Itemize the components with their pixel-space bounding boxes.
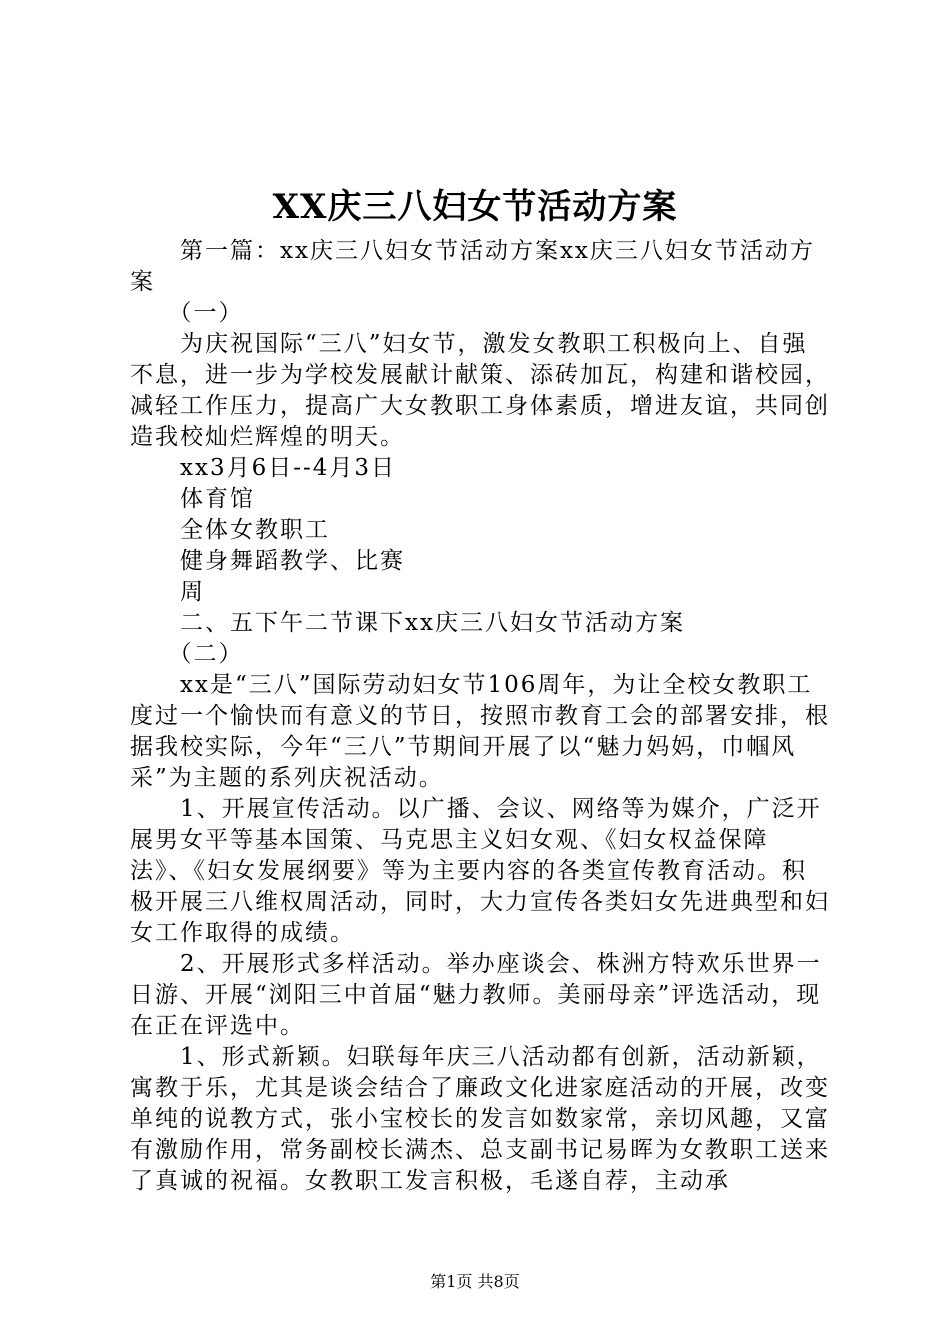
paragraph: xx是“三八”国际劳动妇女节106周年，为让全校女教职工度过一个愉快而有意义的节日，按照市教育工会的部署安排，根据我校实际，今年“三八”节期间开展了以“魅力妈妈，巾帼风采”为主题的系列庆祝活动。: [130, 672, 830, 791]
paragraph: 二、五下午二节课下xx庆三八妇女节活动方案: [130, 610, 685, 636]
paragraph: 第一篇：xx庆三八妇女节活动方案xx庆三八妇女节活动方案: [130, 238, 815, 295]
document-body: [130, 236, 830, 1197]
paragraph: 1、开展宣传活动。以广播、会议、网络等为媒介，广泛开展男女平等基本国策、马克思主义妇女观、《妇女权益保障法》、《妇女发展纲要》等为主要内容的各类宣传教育活动。积极开展三八维权周活动，同时，大力宣传各类妇女先进典型和妇女工作取得的成绩。: [130, 796, 830, 946]
paragraph: 全体女教职工: [130, 517, 330, 543]
paragraph: （二）: [130, 641, 244, 667]
paragraph: 体育馆: [130, 486, 255, 512]
paragraph: 1、形式新颖。妇联每年庆三八活动都有创新，活动新颖，寓教于乐，尤其是谈会结合了廉政文化进家庭活动的开展，改变单纯的说教方式，张小宝校长的发言如数家常，亲切风趣，又富有激励作用，常务副校长满杰、总支副书记易晖为女教职工送来了真诚的祝福。女教职工发言积极，毛遂自荐，主动承: [130, 1044, 830, 1194]
document-title: XX庆三八妇女节活动方案: [272, 187, 678, 227]
paragraph: 为庆祝国际“三八”妇女节，激发女教职工积极向上、自强不息，进一步为学校发展献计献策、添砖加瓦，构建和谐校园，减轻工作压力，提高广大女教职工身体素质，增进友谊，共同创造我校灿烂辉煌的明天。: [130, 331, 830, 450]
paragraph: （一）: [130, 300, 244, 326]
paragraph: xx3月6日--4月3日: [130, 455, 397, 481]
page-footer: 第1页 共8页: [430, 1272, 520, 1291]
paragraph: 2、开展形式多样活动。举办座谈会、株洲方特欢乐世界一日游、开展“浏阳三中首届“魅力教师。美丽母亲”评选活动，现在正在评选中。: [130, 951, 822, 1039]
paragraph: 周: [130, 579, 205, 605]
paragraph: 健身舞蹈教学、比赛: [130, 548, 405, 574]
